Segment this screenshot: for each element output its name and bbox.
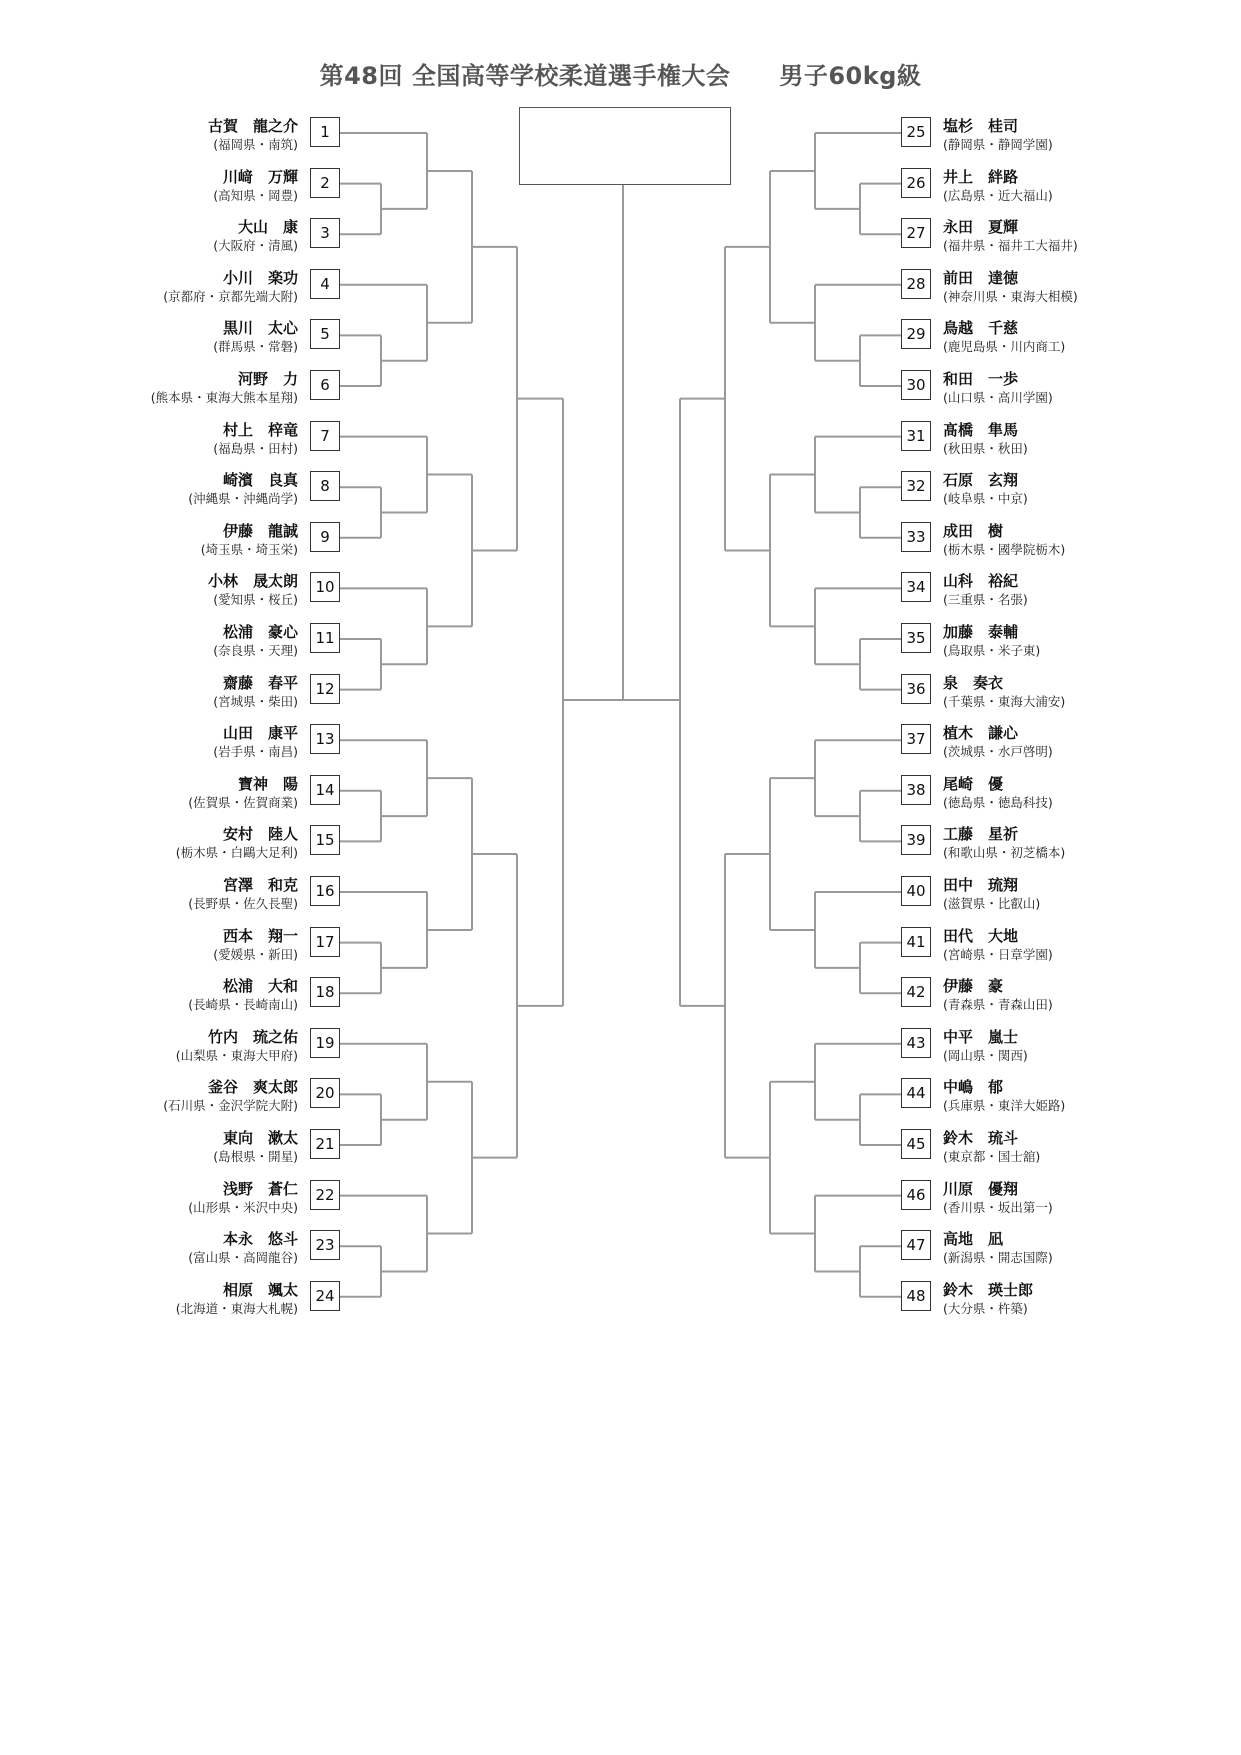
entrant-name: 工藤 星祈 [943,825,1019,844]
entrant-left [0,520,340,560]
entrant-school: (富山県・高岡龍谷) [188,1250,298,1266]
seed-number-box: 17 [310,927,340,957]
entrant-school: (佐賀県・佐賀商業) [188,794,298,810]
entrant-name: 田中 琉翔 [943,876,1019,894]
entrant-name: 安村 陸人 [222,825,298,844]
entrant-right [901,722,1241,762]
entrant-name: 宮澤 和克 [222,876,298,894]
entrant-school: (福岡県・南筑) [213,137,298,152]
seed-number-box: 7 [310,421,340,451]
entrant-name: 尾崎 優 [943,774,1004,793]
seed-number-box: 25 [901,117,931,147]
entrant-left [0,823,340,863]
seed-number-box: 44 [901,1078,931,1108]
entrant-name: 鈴木 瑛士郎 [943,1280,1034,1299]
seed-number-box: 22 [310,1180,340,1210]
seed-number-box: 11 [310,623,340,653]
entrant-right [901,823,1241,863]
seed-number-box: 36 [901,674,931,704]
entrant-school: (岩手県・南昌) [213,744,298,760]
entrant-name: 山田 康平 [222,724,298,743]
entrant-school: (兵庫県・東洋大姫路) [943,1098,1066,1114]
entrant-name: 塩杉 桂司 [943,117,1019,135]
entrant-right [901,621,1241,661]
entrant-right [901,925,1241,965]
entrant-school: (岐阜県・中京) [943,491,1028,507]
entrant-right [901,469,1241,509]
champion-box [519,107,731,185]
entrant-name: 黒川 太心 [222,319,298,338]
entrant-right [901,975,1241,1015]
entrant-name: 河野 力 [237,370,298,388]
entrant-name: 西本 翔一 [222,926,298,945]
seed-number-box: 40 [901,876,931,906]
entrant-school: (青森県・青森山田) [943,997,1053,1013]
entrant-name: 山科 裕紀 [943,572,1019,591]
entrant-school: (和歌山県・初芝橋本) [943,845,1066,861]
entrant-name: 相原 颯太 [222,1280,298,1299]
seed-number-box: 16 [310,876,340,906]
entrant-left [0,469,340,509]
entrant-left [0,621,340,661]
entrant-left [0,1228,340,1268]
entrant-right [901,570,1241,610]
entrant-name: 植木 謙心 [943,724,1019,743]
seed-number-box: 26 [901,168,931,198]
entrant-name: 古賀 龍之介 [207,117,298,135]
entrant-name: 伊藤 龍誠 [222,521,298,540]
entrant-right [901,166,1241,206]
entrant-right [901,115,1241,155]
entrant-school: (滋賀県・比叡山) [943,896,1041,911]
seed-number-box: 32 [901,471,931,501]
entrant-school: (宮崎県・日章学園) [943,946,1053,962]
entrant-school: (福井県・福井工大福井) [943,238,1078,254]
seed-number-box: 18 [310,977,340,1007]
seed-number-box: 27 [901,218,931,248]
entrant-right [901,267,1241,307]
entrant-name: 中嶋 郁 [943,1078,1004,1097]
seed-number-box: 29 [901,319,931,349]
entrant-school: (愛知県・桜丘) [213,592,298,608]
entrant-name: 村上 梓竜 [222,420,298,439]
seed-number-box: 13 [310,724,340,754]
entrant-school: (宮城県・柴田) [213,693,298,709]
entrant-school: (千葉県・東海大浦安) [943,693,1066,709]
entrant-school: (鹿児島県・川内商工) [943,339,1066,355]
entrant-right [901,216,1241,256]
entrant-name: 小川 楽功 [222,268,298,287]
entrant-school: (沖縄県・沖縄尚学) [188,491,298,507]
page-title: 第48回 全国高等学校柔道選手権大会 男子60kg級 [319,62,922,90]
entrant-name: 永田 夏輝 [943,218,1019,237]
entrant-left [0,166,340,206]
entrant-name: 前田 達徳 [943,268,1019,287]
entrant-left [0,317,340,357]
entrant-name: 鈴木 琉斗 [943,1129,1019,1147]
entrant-school: (愛媛県・新田) [213,946,298,962]
entrant-name: 泉 奏衣 [943,673,1004,692]
entrant-school: (大阪府・清風) [213,238,298,254]
entrant-right [901,672,1241,712]
seed-number-box: 10 [310,572,340,602]
seed-number-box: 19 [310,1028,340,1058]
entrant-name: 伊藤 豪 [943,977,1004,996]
entrant-left [0,773,340,813]
entrant-left [0,1178,340,1218]
seed-number-box: 46 [901,1180,931,1210]
entrant-left [0,115,340,155]
entrant-school: (長野県・佐久長聖) [188,896,298,911]
entrant-right [901,1076,1241,1116]
seed-number-box: 14 [310,775,340,805]
entrant-school: (北海道・東海大札幌) [175,1300,298,1316]
entrant-left [0,570,340,610]
entrant-name: 竹内 琉之佑 [207,1027,298,1046]
seed-number-box: 12 [310,674,340,704]
entrant-name: 髙橋 隼馬 [943,420,1019,439]
seed-number-box: 5 [310,319,340,349]
entrant-school: (大分県・杵築) [943,1300,1028,1316]
entrant-right [901,773,1241,813]
seed-number-box: 2 [310,168,340,198]
seed-number-box: 1 [310,117,340,147]
entrant-name: 加藤 泰輔 [943,623,1019,641]
entrant-right [901,1178,1241,1218]
entrant-school: (奈良県・天理) [213,643,298,658]
entrant-name: 浅野 蒼仁 [222,1179,298,1198]
seed-number-box: 3 [310,218,340,248]
entrant-left [0,925,340,965]
seed-number-box: 39 [901,825,931,855]
entrant-school: (埼玉県・埼玉栄) [200,541,298,557]
seed-number-box: 30 [901,370,931,400]
seed-number-box: 21 [310,1129,340,1159]
entrant-name: 大山 康 [237,218,298,237]
entrant-name: 川原 優翔 [943,1179,1019,1198]
seed-number-box: 37 [901,724,931,754]
entrant-name: 石原 玄翔 [943,471,1019,490]
entrant-left [0,672,340,712]
entrant-name: 東向 漱太 [222,1129,298,1147]
seed-number-box: 15 [310,825,340,855]
seed-number-box: 28 [901,269,931,299]
entrant-school: (栃木県・白鷗大足利) [175,845,298,861]
entrant-name: 小林 晟太朗 [207,572,298,591]
seed-number-box: 20 [310,1078,340,1108]
entrant-left [0,975,340,1015]
seed-number-box: 9 [310,522,340,552]
entrant-name: 和田 一歩 [943,370,1019,388]
entrant-left [0,1026,340,1066]
entrant-school: (京都府・京都先端大附) [163,288,298,304]
entrant-name: 成田 樹 [943,521,1004,540]
entrant-school: (長崎県・長崎南山) [188,997,298,1013]
entrant-school: (鳥取県・米子東) [943,643,1041,658]
entrant-right [901,368,1241,408]
entrant-name: 崎濱 良真 [222,471,298,490]
entrant-school: (高知県・岡豊) [213,187,298,203]
entrant-school: (福島県・田村) [213,440,298,456]
entrant-name: 松浦 豪心 [222,623,298,641]
entrant-school: (群馬県・常磐) [213,339,298,355]
entrant-school: (熊本県・東海大熊本星翔) [150,390,298,405]
entrant-school: (山形県・米沢中央) [188,1199,298,1215]
seed-number-box: 34 [901,572,931,602]
entrant-right [901,874,1241,914]
seed-number-box: 33 [901,522,931,552]
entrant-right [901,419,1241,459]
entrant-name: 齋藤 春平 [222,673,298,692]
entrant-school: (広島県・近大福山) [943,187,1053,203]
entrant-school: (香川県・坂出第一) [943,1199,1053,1215]
entrant-school: (静岡県・静岡学園) [943,137,1053,152]
entrant-left [0,874,340,914]
entrant-school: (東京都・国士舘) [943,1149,1041,1164]
entrant-right [901,520,1241,560]
seed-number-box: 35 [901,623,931,653]
seed-number-box: 31 [901,421,931,451]
entrant-school: (石川県・金沢学院大附) [163,1098,298,1114]
entrant-name: 高地 凪 [943,1230,1004,1249]
entrant-left [0,368,340,408]
entrant-left [0,419,340,459]
entrant-name: 中平 嵐士 [943,1027,1019,1046]
entrant-right [901,1127,1241,1167]
entrant-school: (茨城県・水戸啓明) [943,744,1053,760]
seed-number-box: 42 [901,977,931,1007]
entrant-name: 井上 絆路 [943,167,1019,186]
entrant-name: 本永 悠斗 [222,1230,298,1249]
entrant-name: 川﨑 万輝 [222,167,298,186]
entrant-left [0,1076,340,1116]
entrant-name: 松浦 大和 [222,977,298,996]
entrant-left [0,722,340,762]
entrant-name: 田代 大地 [943,926,1019,945]
entrant-school: (神奈川県・東海大相模) [943,288,1078,304]
entrant-right [901,317,1241,357]
seed-number-box: 23 [310,1230,340,1260]
seed-number-box: 4 [310,269,340,299]
entrant-school: (三重県・名張) [943,592,1028,608]
entrant-left [0,267,340,307]
entrant-school: (島根県・開星) [213,1149,298,1164]
entrant-right [901,1026,1241,1066]
entrant-right [901,1228,1241,1268]
entrant-school: (秋田県・秋田) [943,440,1028,456]
entrant-name: 鳥越 千慈 [943,319,1019,338]
seed-number-box: 38 [901,775,931,805]
entrant-school: (岡山県・関西) [943,1047,1028,1063]
entrant-left [0,1279,340,1319]
seed-number-box: 43 [901,1028,931,1058]
seed-number-box: 24 [310,1281,340,1311]
entrant-school: (徳島県・徳島科技) [943,794,1053,810]
entrant-school: (山梨県・東海大甲府) [175,1047,298,1063]
entrant-right [901,1279,1241,1319]
entrant-school: (栃木県・國學院栃木) [943,541,1066,557]
entrant-left [0,216,340,256]
entrant-left [0,1127,340,1167]
entrant-school: (山口県・高川学園) [943,390,1053,405]
seed-number-box: 45 [901,1129,931,1159]
seed-number-box: 41 [901,927,931,957]
seed-number-box: 47 [901,1230,931,1260]
seed-number-box: 48 [901,1281,931,1311]
entrant-school: (新潟県・開志国際) [943,1250,1053,1266]
entrant-name: 釜谷 爽太郎 [207,1078,298,1097]
seed-number-box: 8 [310,471,340,501]
entrant-name: 寶神 陽 [237,774,298,793]
seed-number-box: 6 [310,370,340,400]
